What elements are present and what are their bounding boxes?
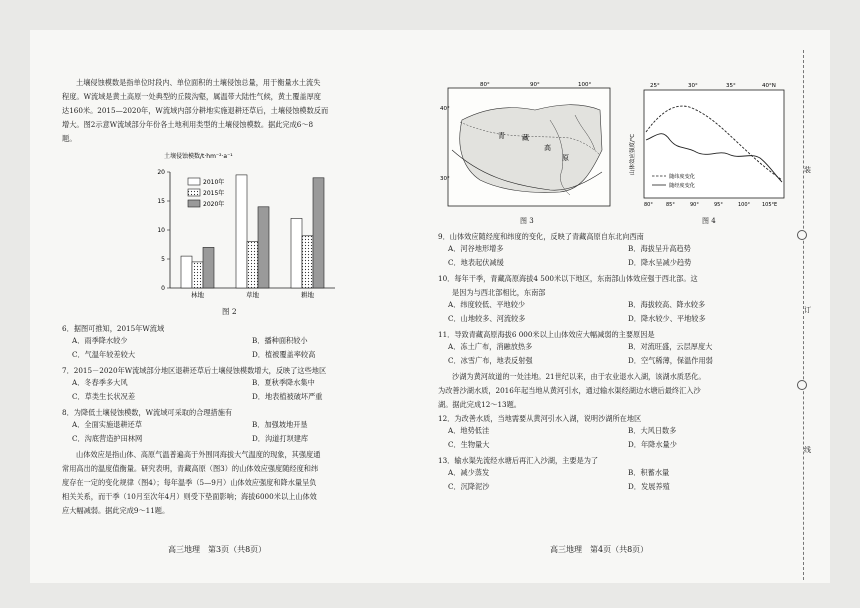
binding-line xyxy=(803,50,805,580)
place-label: 高 xyxy=(544,144,551,152)
bottom-tick: 85° xyxy=(666,202,675,208)
top-tick: 40°N xyxy=(762,83,776,89)
left-questions xyxy=(62,322,412,518)
lon-label: 100° xyxy=(578,82,592,88)
bottom-tick: 90° xyxy=(690,202,699,208)
q9-option-d: D．降水呈减少趋势 xyxy=(628,258,692,267)
legend-swatch xyxy=(188,200,200,207)
lon-label: 80° xyxy=(480,82,490,88)
passage-line: 为改善沙湖水质，2016年起当地从黄河引水，通过输水渠经湖边水塘后最终汇入沙 xyxy=(438,386,701,395)
y-tick-label: 20 xyxy=(157,169,165,176)
passage-sand-lake xyxy=(438,370,798,412)
y-tick-label: 0 xyxy=(161,285,165,292)
legend-label: 2020年 xyxy=(203,201,225,208)
x-category-label: 林地 xyxy=(191,291,204,299)
q7-option-d: D．地表植被破坏严重 xyxy=(252,392,323,401)
q7-option-a: A．冬春季多大风 xyxy=(72,378,128,387)
exam-page xyxy=(30,30,830,583)
y-tick-label: 15 xyxy=(157,198,165,205)
soil-erosion-bar-chart xyxy=(130,148,340,303)
q13-option-d: D．发展养殖 xyxy=(628,482,670,491)
x-category-label: 耕地 xyxy=(301,291,314,299)
intro-passage xyxy=(62,76,412,146)
q10-option-a: A．纬度较低、平地较少 xyxy=(448,300,526,309)
q7-option-b: B．夏秋季降水集中 xyxy=(252,378,315,387)
fig4-caption: 图 4 xyxy=(702,217,716,225)
q8-option-c: C．沟底营造护田林网 xyxy=(72,434,143,443)
place-label: 藏 xyxy=(522,134,529,142)
q10-option-d: D．降水较少、平地较多 xyxy=(628,314,706,323)
q10-option-c: C．山地较多、河流较多 xyxy=(448,314,526,323)
q12-option-d: D．年降水量少 xyxy=(628,440,677,449)
y-tick-label: 10 xyxy=(157,227,165,234)
intro-line: 土壤侵蚀模数是指单位时段内、单位面积的土壤侵蚀总量，用于衡量水土流失 xyxy=(76,78,321,87)
passage-mountain-effect xyxy=(62,448,412,518)
place-label: 原 xyxy=(562,154,569,162)
question-7: 7．2015－2020年W流域部分地区退耕还草后土壤侵蚀模数增大，反映了这些地区 xyxy=(62,366,327,375)
legend-label: 2015年 xyxy=(203,190,225,197)
q12-option-c: C．生物量大 xyxy=(448,440,490,449)
passage-line: 相关关系，而干季（10月至次年4月）则受下垫面影响；海拔6000米以上山体效 xyxy=(62,492,317,501)
legend-swatch xyxy=(188,189,200,196)
binding-label: 订 xyxy=(804,306,811,314)
passage-line: 山体效应是指山体、高原气温普遍高于外围同海拔大气温度的现象，其强度通 xyxy=(76,450,321,459)
q6-option-d: D．植被覆盖率较高 xyxy=(252,350,316,359)
place-label: 青 xyxy=(498,132,505,140)
lat-label: 40° xyxy=(440,106,450,112)
question-6: 6．据图可推知，2015年W流域 xyxy=(62,324,165,333)
q11-option-d: D．空气稀薄，保温作用弱 xyxy=(628,356,713,365)
q6-option-b: B．播种面积较小 xyxy=(252,336,308,345)
bar-林地-2010年 xyxy=(181,256,192,288)
fig4-ylabel: 山体效应强度/℃ xyxy=(630,133,636,175)
bar-草地-2015年 xyxy=(247,242,258,288)
intro-line: 达160米。2015—2020年，W流域内部分耕地实施退耕还草后，土壤侵蚀模数反而 xyxy=(62,106,329,115)
q11-option-c: C．冰雪广布，地表反射强 xyxy=(448,356,533,365)
passage-line: 应大幅减弱。据此完成9～11题。 xyxy=(62,506,170,515)
bar-林地-2015年 xyxy=(192,262,203,288)
passage-line: 度存在一定的变化规律（图4）；每年温季（5—9月）山体效应强度和降水量呈负 xyxy=(62,478,317,487)
q11-option-a: A．冻土广布，消融放热多 xyxy=(448,342,533,351)
legend-label: 2010年 xyxy=(203,179,225,186)
q12-option-b: B．大风日数多 xyxy=(628,426,677,435)
intro-line: 增大。图2示意W流域部分年份各土地利用类型的土壤侵蚀模数。据此完成6～8 xyxy=(62,120,314,129)
bottom-tick: 95° xyxy=(714,202,723,208)
intro-line: 题。 xyxy=(62,134,77,143)
passage-line: 沙湖为黄河故道的一处洼地。21世纪以来，由于农业退水入湖，该湖水质恶化。 xyxy=(452,372,706,381)
intro-line: 程度。W流域是黄土高原一处典型的丘陵沟壑，属温带大陆性气候，黄土覆盖厚度 xyxy=(62,92,321,101)
lon-label: 90° xyxy=(530,82,540,88)
y-tick-label: 5 xyxy=(161,256,165,263)
q13-option-c: C．沉降泥沙 xyxy=(448,482,490,491)
q9-option-b: B．海拔呈升高趋势 xyxy=(628,244,691,253)
question-8: 8．为降低土壤侵蚀模数，W流域可采取的合理措施有 xyxy=(62,408,233,417)
fig3-caption: 图 3 xyxy=(520,217,534,225)
legend-longitude: 随经度变化 xyxy=(669,183,695,189)
q13-option-b: B．积蓄水量 xyxy=(628,468,670,477)
q8-option-d: D．沟道打坝建库 xyxy=(252,434,309,443)
q11-option-b: B．对流旺盛，云层厚度大 xyxy=(628,342,713,351)
question-9: 9．山体效应随经度和纬度的变化，反映了青藏高原自东北向西南 xyxy=(438,232,644,241)
tibetan-plateau-map xyxy=(440,80,615,215)
page-footer-right: 高三地理 第4页（共8页） xyxy=(550,545,649,554)
q13-option-a: A．减少蒸发 xyxy=(448,468,490,477)
binding-label: 装 xyxy=(804,166,811,174)
bar-耕地-2020年 xyxy=(313,178,324,288)
lat-label: 30° xyxy=(440,176,450,182)
fig2-caption: 图 2 xyxy=(222,307,237,316)
question-12: 12．为改善水质，当地需要从黄河引水入湖，说明沙湖所在地区 xyxy=(438,414,642,423)
bottom-tick: 105°E xyxy=(762,202,778,208)
bar-耕地-2015年 xyxy=(302,236,313,288)
right-questions xyxy=(438,230,798,496)
question-10-line2: 是因为与西北部相比，东南部 xyxy=(452,288,546,297)
bottom-tick: 100° xyxy=(738,202,751,208)
q7-option-c: C．草类生长状况差 xyxy=(72,392,136,401)
bottom-tick: 80° xyxy=(644,202,653,208)
question-10-line1: 10．每年干季，青藏高原海拔4 500米以下地区，东南部山体效应强于西北部。这 xyxy=(438,274,698,283)
chart-legend xyxy=(188,178,224,208)
q10-option-b: B．海拔较高、降水较多 xyxy=(628,300,706,309)
top-tick: 30° xyxy=(688,83,698,89)
q8-option-b: B．加强坡地开垦 xyxy=(252,420,308,429)
binding-hole xyxy=(797,230,807,240)
left-column xyxy=(62,76,412,146)
chart-ylabel: 土壤侵蚀模数/t·hm⁻²·a⁻¹ xyxy=(164,153,233,160)
page-footer-left: 高三地理 第3页（共8页） xyxy=(168,545,267,554)
q12-option-a: A．地势低洼 xyxy=(448,426,490,435)
question-11: 11．导致青藏高原海拔6 000米以上山体效应大幅减弱的主要原因是 xyxy=(438,330,655,339)
q9-option-a: A．河谷地形增多 xyxy=(448,244,504,253)
mountain-effect-line-chart xyxy=(622,80,792,215)
legend-swatch xyxy=(188,178,200,185)
q8-option-a: A．全面实施退耕还草 xyxy=(72,420,142,429)
binding-label: 线 xyxy=(804,446,811,454)
bar-耕地-2010年 xyxy=(291,218,302,288)
top-tick: 25° xyxy=(650,83,660,89)
question-13: 13．输水渠先流经水塘后再汇入沙湖，主要是为了 xyxy=(438,456,599,465)
bar-草地-2010年 xyxy=(236,175,247,288)
q6-option-c: C．气温年较差较大 xyxy=(72,350,136,359)
q6-option-a: A．雨季降水较少 xyxy=(72,336,128,345)
passage-line: 常用高出的温度值衡量。研究表明，青藏高原（图3）的山体效应强度随经度和纬 xyxy=(62,464,319,473)
x-category-label: 草地 xyxy=(246,291,259,299)
bar-草地-2020年 xyxy=(258,207,269,288)
bar-林地-2020年 xyxy=(203,247,214,288)
binding-hole xyxy=(797,380,807,390)
legend-latitude: 随纬度变化 xyxy=(669,174,695,180)
top-tick: 35° xyxy=(726,83,736,89)
q9-option-c: C．地表起伏减缓 xyxy=(448,258,504,267)
passage-line: 湖。据此完成12～13题。 xyxy=(438,400,521,409)
